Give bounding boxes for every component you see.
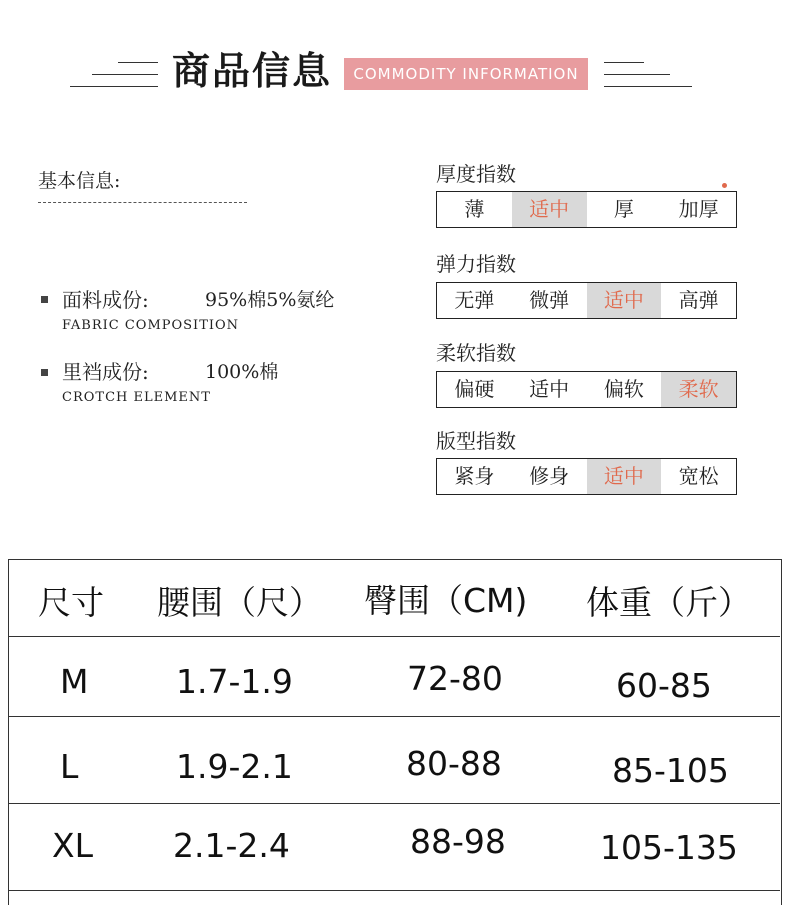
table-header-weight: 体重（斤）	[586, 583, 751, 622]
accent-dot-icon	[722, 183, 727, 188]
table-cell-weight: 105-135	[600, 828, 738, 867]
thickness-index-title: 厚度指数	[436, 162, 516, 186]
fabric-label: 面料成份:	[62, 288, 149, 312]
basic-info-heading: 基本信息:	[38, 170, 121, 192]
header-left-line-2	[92, 74, 158, 75]
fit-option: 紧身	[454, 464, 495, 488]
table-header-size: 尺寸	[38, 583, 104, 622]
table-divider	[8, 803, 780, 804]
softness-option: 偏硬	[454, 377, 495, 401]
elasticity-option-selected: 适中	[587, 283, 662, 318]
elasticity-index-scale	[436, 282, 737, 319]
header-left-line-1	[118, 62, 158, 63]
elasticity-option: 无弹	[454, 288, 495, 312]
elasticity-index-title: 弹力指数	[436, 252, 516, 276]
table-cell-size: M	[60, 662, 89, 701]
softness-option: 适中	[529, 377, 570, 401]
fit-index-scale	[436, 458, 737, 495]
table-cell-waist: 1.9-2.1	[176, 747, 293, 786]
thickness-option: 薄	[464, 197, 485, 221]
elasticity-option: 微弹	[529, 288, 570, 312]
fit-option: 宽松	[678, 464, 719, 488]
table-cell-waist: 2.1-2.4	[173, 826, 290, 865]
table-cell-hip: 80-88	[406, 744, 502, 783]
page-title: 商品信息	[172, 48, 333, 93]
table-header-hip: 臀围（CM)	[364, 581, 528, 620]
table-divider	[8, 636, 780, 637]
thickness-option-selected: 适中	[512, 192, 587, 227]
bullet-icon	[41, 369, 48, 376]
thickness-index-scale	[436, 191, 737, 228]
crotch-label-en: CROTCH ELEMENT	[62, 390, 211, 405]
table-cell-hip: 72-80	[407, 659, 503, 698]
table-cell-waist: 1.7-1.9	[176, 662, 293, 701]
fabric-label-en: FABRIC COMPOSITION	[62, 318, 240, 333]
table-cell-size: XL	[52, 826, 93, 865]
fit-index-title: 版型指数	[436, 429, 516, 453]
table-divider	[8, 890, 780, 891]
table-cell-hip: 88-98	[410, 822, 506, 861]
bullet-icon	[41, 296, 48, 303]
header-right-line-3	[604, 86, 692, 87]
header-left-line-3	[70, 86, 158, 87]
basic-info-divider	[38, 202, 247, 203]
table-cell-size: L	[60, 747, 79, 786]
thickness-option: 厚	[613, 197, 634, 221]
softness-option-selected: 柔软	[661, 372, 736, 407]
table-header-waist: 腰围（尺）	[157, 583, 322, 622]
table-cell-weight: 85-105	[612, 751, 729, 790]
header-right-line-1	[604, 62, 644, 63]
thickness-option: 加厚	[678, 197, 719, 221]
table-cell-weight: 60-85	[616, 666, 712, 705]
title-en-badge: COMMODITY INFORMATION	[344, 58, 588, 90]
softness-index-title: 柔软指数	[436, 341, 516, 365]
fit-option: 修身	[529, 464, 570, 488]
elasticity-option: 高弹	[678, 288, 719, 312]
crotch-label: 里裆成份:	[62, 360, 149, 384]
fabric-value: 95%棉5%氨纶	[205, 289, 335, 311]
table-divider	[8, 716, 780, 717]
fit-option-selected: 适中	[587, 459, 662, 494]
header-right-line-2	[604, 74, 670, 75]
softness-option: 偏软	[603, 377, 644, 401]
crotch-value: 100%棉	[205, 361, 279, 383]
softness-index-scale	[436, 371, 737, 408]
